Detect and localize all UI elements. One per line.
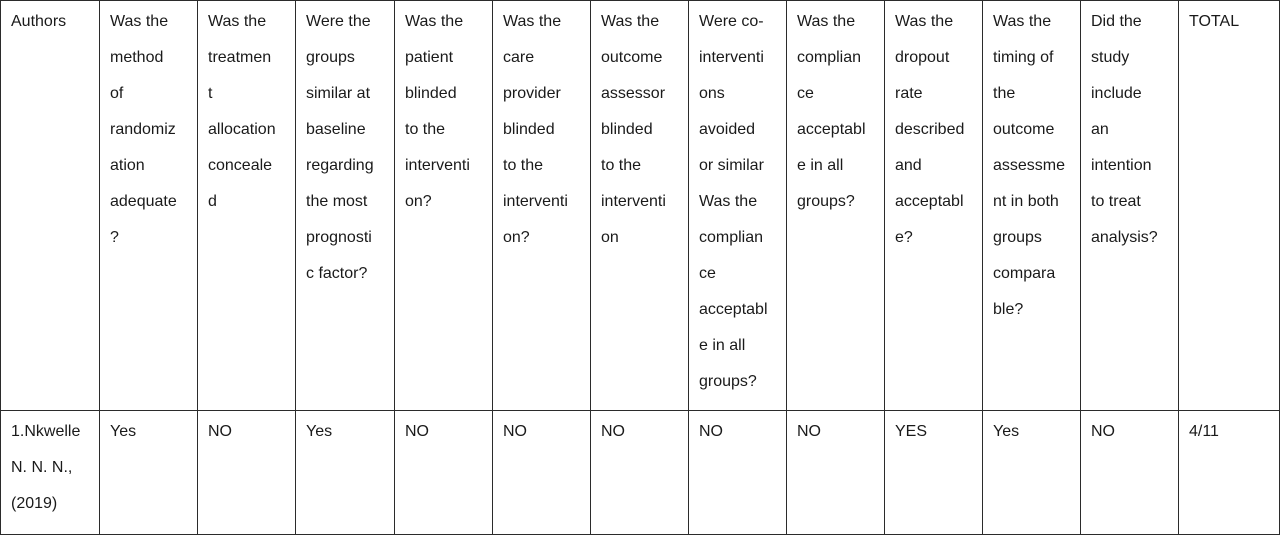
cell-value: NO xyxy=(787,410,885,534)
cell-total: 4/11 xyxy=(1179,410,1280,534)
header-authors: Authors xyxy=(1,1,100,411)
cell-value: YES xyxy=(885,410,983,534)
cell-value: Yes xyxy=(296,410,395,534)
header-total: TOTAL xyxy=(1179,1,1280,411)
cell-value: NO xyxy=(689,410,787,534)
header-cointerventions: Were co- interventi ons avoided or similar Was the complian ce acceptabl e in all groups? xyxy=(689,1,787,411)
header-allocation-concealed: Was the treatmen t allocation conceale d xyxy=(198,1,296,411)
header-intention-to-treat: Did the study include an intention to treat analysis? xyxy=(1081,1,1179,411)
cell-value: NO xyxy=(1081,410,1179,534)
header-patient-blinded: Was the patient blinded to the interventi on? xyxy=(395,1,493,411)
table-row xyxy=(1,410,1280,534)
cell-value: NO xyxy=(198,410,296,534)
header-randomization: Was the method of randomiz ation adequate ? xyxy=(100,1,198,411)
header-timing: Was the timing of the outcome assessme nt in both groups compara ble? xyxy=(983,1,1081,411)
header-provider-blinded: Was the care provider blinded to the interventi on? xyxy=(493,1,591,411)
cell-value: NO xyxy=(493,410,591,534)
cell-value: Yes xyxy=(100,410,198,534)
header-assessor-blinded: Was the outcome assessor blinded to the interventi on xyxy=(591,1,689,411)
header-baseline-similar: Were the groups similar at baseline regarding the most prognosti c factor? xyxy=(296,1,395,411)
header-dropout: Was the dropout rate described and acceptabl e? xyxy=(885,1,983,411)
cell-author: 1.Nkwelle N. N. N., (2019) xyxy=(1,410,100,534)
cell-value: NO xyxy=(395,410,493,534)
cell-value: Yes xyxy=(983,410,1081,534)
header-compliance: Was the complian ce acceptabl e in all groups? xyxy=(787,1,885,411)
table-header-row xyxy=(1,1,1280,411)
cell-value: NO xyxy=(591,410,689,534)
